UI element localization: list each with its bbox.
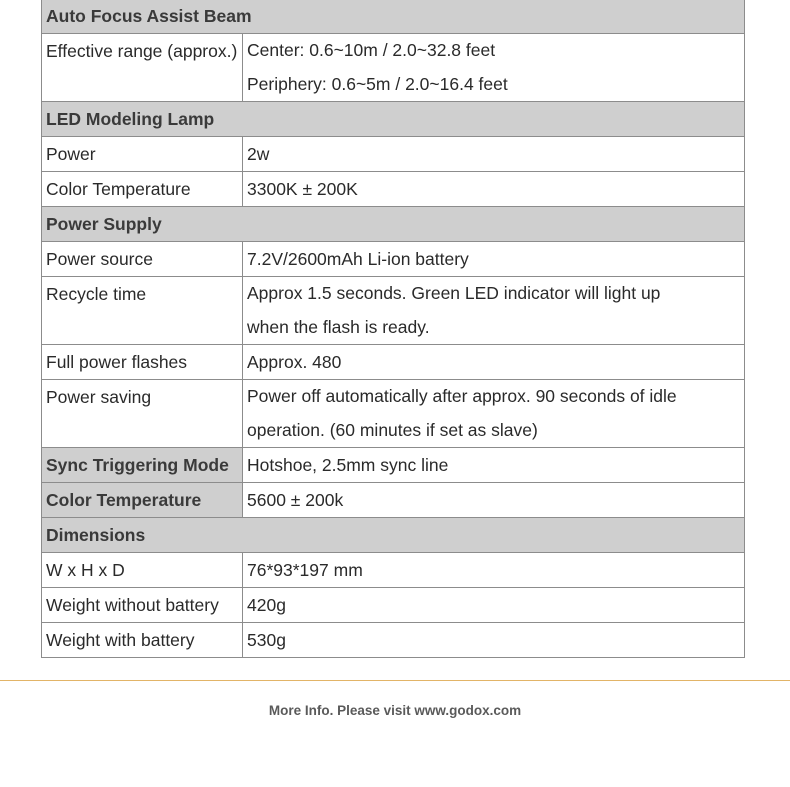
section-power-supply [42,207,745,242]
value-line: Periphery: 0.6~5m / 2.0~16.4 feet [247,73,508,94]
row-value: Hotshoe, 2.5mm sync line [243,448,745,483]
table-row [42,553,745,588]
spec-table [41,0,745,658]
table-row [42,34,745,102]
footer-text: More Info. Please visit www.godox.com [268,703,522,718]
table-row [42,242,745,277]
section-led-modeling-lamp [42,102,745,137]
row-value: 7.2V/2600mAh Li-ion battery [243,242,745,277]
section-title: Dimensions [42,518,745,553]
value-line: Center: 0.6~10m / 2.0~32.8 feet [247,40,496,60]
table-row [42,137,745,172]
row-label: Recycle time [42,277,243,345]
table-row [42,623,745,658]
table-row [42,172,745,207]
section-dimensions [42,518,745,553]
value-line: when the flash is ready. [247,316,430,337]
footer-divider [0,680,790,681]
section-auto-focus-assist-beam [42,0,745,34]
value-line: Power off automatically after approx. 90 seconds of idle [247,386,677,406]
table-row [42,277,745,345]
row-value: 420g [243,588,745,623]
table-row [42,483,745,518]
section-title: Auto Focus Assist Beam [42,0,745,34]
section-title: Power Supply [42,207,745,242]
row-label: Color Temperature [42,172,243,207]
table-row [42,345,745,380]
row-label: W x H x D [42,553,243,588]
value-line: Approx 1.5 seconds. Green LED indicator will light up [247,283,661,303]
row-label: Power [42,137,243,172]
row-value: 76*93*197 mm [243,553,745,588]
row-value: 5600 ± 200k [243,483,745,518]
row-label: Color Temperature [42,483,243,518]
row-label: Full power flashes [42,345,243,380]
row-label: Power source [42,242,243,277]
table-row [42,448,745,483]
section-title: LED Modeling Lamp [42,102,745,137]
row-value: Approx. 480 [243,345,745,380]
row-label: Effective range (approx.) [42,34,243,102]
row-value [243,277,745,345]
row-value: 3300K ± 200K [243,172,745,207]
row-value [243,34,745,102]
table-row [42,380,745,448]
row-label: Power saving [42,380,243,448]
row-label: Weight with battery [42,623,243,658]
row-value [243,380,745,448]
value-line: operation. (60 minutes if set as slave) [247,419,538,440]
row-value: 2w [243,137,745,172]
row-label: Sync Triggering Mode [42,448,243,483]
table-row [42,588,745,623]
row-value: 530g [243,623,745,658]
row-label: Weight without battery [42,588,243,623]
